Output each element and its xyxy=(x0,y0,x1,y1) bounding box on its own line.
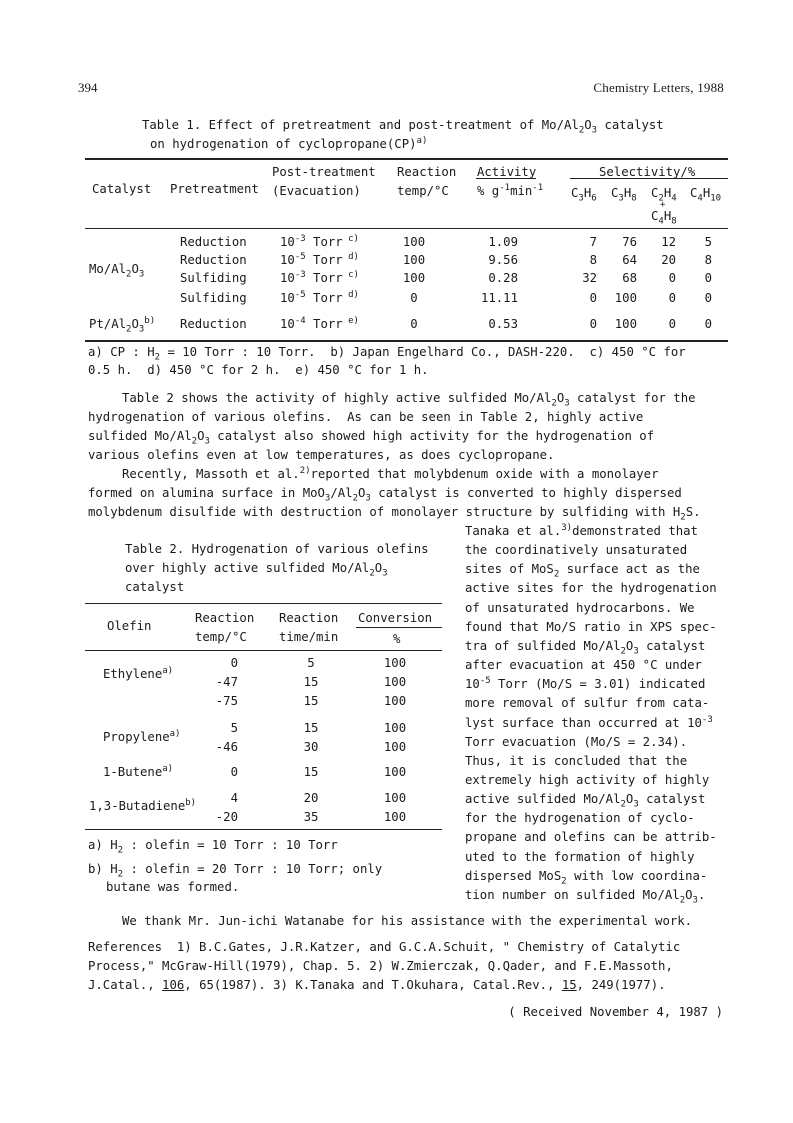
t1-c3h6-cell: 32 xyxy=(582,271,597,285)
t2-conversion-cell: 100 xyxy=(383,791,407,805)
t2-olefin-label: Propylene$^{a)}$ xyxy=(103,728,181,744)
t2-temp-cell: -20 xyxy=(215,810,238,824)
t1-activity-cell: 11.11 xyxy=(480,291,518,305)
right-column-line: lyst surface than occurred at $10^{-3}$ xyxy=(465,714,713,730)
right-column-line: $10^{-5}$ Torr (Mo/S = 3.01) indicated xyxy=(465,675,706,691)
journal-name: Chemistry Letters, 1988 xyxy=(593,80,724,95)
t1-header-selectivity: Selectivity/% xyxy=(599,165,696,179)
t1-pretreatment-cell: Reduction xyxy=(180,317,247,331)
table2-bottom-rule xyxy=(85,829,442,830)
t2-time-cell: 30 xyxy=(303,740,319,754)
t2-header-percent: % xyxy=(393,632,401,646)
t2-time-cell: 15 xyxy=(303,675,319,689)
t2-time-cell: 5 xyxy=(307,656,315,670)
table1-footnote-1: a) CP : $H_2 = 10$ Torr : 10 Torr. b) Japan Engelhard Co., DASH-220. c) 450 °C for xyxy=(88,345,686,363)
t2-conversion-cell: 100 xyxy=(383,675,407,689)
t1-c2h4-cell: 0 xyxy=(668,317,676,331)
body-p1-line1: Table 2 shows the activity of highly active sulfided $Mo/Al_2O_3$ catalyst for the xyxy=(122,391,696,409)
right-column-line: active sulfided $Mo/Al_2O_3$ catalyst xyxy=(465,792,706,810)
t1-pretreatment-cell: Sulfiding xyxy=(180,271,247,285)
t1-c3h6-cell: 8 xyxy=(589,253,597,267)
table2-caption-line3: catalyst xyxy=(125,580,185,594)
table1-bottom-rule xyxy=(85,340,728,342)
t2-time-cell: 15 xyxy=(303,694,319,708)
t1-catalyst-pt: $Pt/Al_2O_3^{b)}$ xyxy=(89,315,156,335)
t1-activity-cell: 1.09 xyxy=(488,235,518,249)
t1-pretreatment-cell: Reduction xyxy=(180,235,247,249)
t1-header-c4h8: $C_4H_8$ xyxy=(651,209,677,227)
t1-c3h6-cell: 7 xyxy=(589,235,597,249)
page-number: 394 xyxy=(78,80,98,95)
t1-temp-cell: 0 xyxy=(410,291,418,305)
t2-time-cell: 15 xyxy=(303,721,319,735)
t2-conversion-cell: 100 xyxy=(383,721,407,735)
right-column-line: uted to the formation of highly xyxy=(465,850,695,864)
table1-header-rule xyxy=(85,228,728,229)
t2-conversion-cell: 100 xyxy=(383,765,407,779)
t2-temp-cell: 0 xyxy=(230,656,238,670)
t1-header-reaction: Reaction xyxy=(397,165,457,179)
right-column-line: of unsaturated hydrocarbons. We xyxy=(465,601,695,615)
right-column-line: for the hydrogenation of cyclo- xyxy=(465,811,695,825)
t1-pretreatment-cell: Sulfiding xyxy=(180,291,247,305)
t1-header-pretreatment: Pretreatment xyxy=(170,182,259,196)
t1-temp-cell: 0 xyxy=(410,317,418,331)
right-column-line: tra of sulfided $Mo/Al_2O_3$ catalyst xyxy=(465,639,706,657)
t1-c2h4-cell: 0 xyxy=(668,271,676,285)
t1-c4h10-cell: 5 xyxy=(704,235,712,249)
t1-pretreatment-cell: Reduction xyxy=(180,253,247,267)
t2-header-olefin: Olefin xyxy=(107,619,152,633)
table2-top-rule xyxy=(85,603,442,604)
right-column-line: active sites for the hydrogenation xyxy=(465,581,717,595)
t2-temp-cell: 0 xyxy=(230,765,238,779)
body-p1-line4: various olefins even at low temperatures, as does cyclopropane. xyxy=(88,448,555,462)
t1-activity-cell: 0.28 xyxy=(488,271,518,285)
body-p2-line3: molybdenum disulfide with destruction of monolayer structure by sulfiding with $H_2S$. xyxy=(88,505,701,523)
t1-activity-cell: 0.53 xyxy=(488,317,518,331)
t1-c3h8-cell: 76 xyxy=(622,235,637,249)
right-column-line: Tanaka et al.$^{3)}$demonstrated that xyxy=(465,522,698,538)
t1-post-treatment-cell: $10^{-3}$ Torr $^{c)}$ xyxy=(280,269,359,285)
t2-footnote-b: b) $H_2$ : olefin = 20 Torr : 10 Torr; only xyxy=(88,862,383,880)
right-column-line: found that Mo/S ratio in XPS spec- xyxy=(465,620,717,634)
t2-temp-cell: 4 xyxy=(230,791,238,805)
t1-c4h10-cell: 0 xyxy=(704,291,712,305)
body-p1-line2: hydrogenation of various olefins. As can be seen in Table 2, highly active xyxy=(88,410,644,424)
right-column-line: Thus, it is concluded that the xyxy=(465,754,688,768)
t1-c3h6-cell: 0 xyxy=(589,291,597,305)
table2-caption-line1: Table 2. Hydrogenation of various olefins xyxy=(125,542,429,556)
t1-header-c4h10: $C_4H_{10}$ xyxy=(690,186,722,204)
t1-header-activity-unit: % $g^{-1}\min^{-1}$ xyxy=(477,182,544,198)
t1-header-plus: + xyxy=(660,200,666,210)
t1-header-catalyst: Catalyst xyxy=(92,182,152,196)
t2-footnote-a: a) $H_2$ : olefin = 10 Torr : 10 Torr xyxy=(88,838,338,856)
t2-conversion-cell: 100 xyxy=(383,740,407,754)
t1-c3h8-cell: 100 xyxy=(614,317,637,331)
t1-header-activity: Activity xyxy=(477,165,537,179)
right-column-line: propane and olefins can be attrib- xyxy=(465,830,717,844)
right-column-line: more removal of sulfur from cata- xyxy=(465,696,710,710)
t1-header-post-treatment: Post-treatment xyxy=(272,165,376,179)
right-column-line: after evacuation at 450 °C under xyxy=(465,658,702,672)
t1-header-c2h4: $C_2H_4$ xyxy=(651,186,677,204)
reference-line1: References 1) B.C.Gates, J.R.Katzer, and G.C.A.Schuit, " Chemistry of Catalytic xyxy=(88,940,681,954)
t1-c2h4-cell: 0 xyxy=(668,291,676,305)
right-column-line: sites of MoS$_2$ surface act as the xyxy=(465,562,700,580)
t1-c3h8-cell: 68 xyxy=(622,271,637,285)
t1-post-treatment-cell: $10^{-5}$ Torr $^{d)}$ xyxy=(280,251,359,267)
table1-caption: Table 1. Effect of pretreatment and post-treatment of $Mo/Al_2O_3$ catalyst xyxy=(142,118,664,136)
acknowledgement: We thank Mr. Jun-ichi Watanabe for his assistance with the experimental work. xyxy=(122,914,693,928)
table1-footnote-2: 0.5 h. d) 450 °C for 2 h. e) 450 °C for 1 h. xyxy=(88,363,429,377)
t1-catalyst-mo: $Mo/Al_2O_3$ xyxy=(89,262,145,280)
t1-c4h10-cell: 0 xyxy=(704,317,712,331)
t1-c3h8-cell: 100 xyxy=(614,291,637,305)
t2-olefin-label: 1,3-Butadiene$^{b)}$ xyxy=(89,797,197,813)
t1-c2h4-cell: 12 xyxy=(661,235,676,249)
right-column-line: dispersed MoS$_2$ with low coordina- xyxy=(465,869,708,887)
t1-c3h6-cell: 0 xyxy=(589,317,597,331)
right-column-line: tion number on sulfided $Mo/Al_2O_3$. xyxy=(465,888,706,906)
t1-header-evacuation: (Evacuation) xyxy=(272,184,361,198)
t2-time-cell: 20 xyxy=(303,791,319,805)
t2-temp-cell: -46 xyxy=(215,740,238,754)
t1-c2h4-cell: 20 xyxy=(661,253,676,267)
reference-line2: Process," McGraw-Hill(1979), Chap. 5. 2) W.Zmierczak, Q.Qader, and F.E.Massoth, xyxy=(88,959,673,973)
body-p2-line1: Recently, Massoth et al.$^{2)}$reported that molybdenum oxide with a monolayer xyxy=(122,465,659,481)
table2-caption-line2: over highly active sulfided $Mo/Al_2O_3$ xyxy=(125,561,388,579)
t2-temp-cell: -47 xyxy=(215,675,238,689)
t1-c3h8-cell: 64 xyxy=(622,253,637,267)
t2-conversion-cell: 100 xyxy=(383,694,407,708)
table1-caption-line2: on hydrogenation of cyclopropane(CP)$^{a)}$ xyxy=(150,135,428,151)
t1-c4h10-cell: 8 xyxy=(704,253,712,267)
t2-header-time-unit: time/min xyxy=(279,630,339,644)
right-column-line: Torr evacuation (Mo/S = 2.34). xyxy=(465,735,688,749)
t1-activity-cell: 9.56 xyxy=(488,253,518,267)
t2-time-cell: 35 xyxy=(303,810,319,824)
t1-post-treatment-cell: $10^{-4}$ Torr $^{e)}$ xyxy=(280,315,359,331)
t2-olefin-label: 1-Butene$^{a)}$ xyxy=(103,763,174,779)
t2-footnote-b-cont: butane was formed. xyxy=(106,880,240,894)
received-date: ( Received November 4, 1987 ) xyxy=(508,1005,723,1019)
t1-header-temp: temp/°C xyxy=(397,184,449,198)
t2-temp-cell: -75 xyxy=(215,694,238,708)
t2-header-conversion: Conversion xyxy=(358,611,433,625)
t1-temp-cell: 100 xyxy=(402,271,426,285)
t2-header-reaction-temp: Reaction xyxy=(195,611,255,625)
t1-header-c3h6: $C_3H_6$ xyxy=(571,186,597,204)
table1-top-rule xyxy=(85,158,728,160)
t2-temp-cell: 5 xyxy=(230,721,238,735)
right-column-line: extremely high activity of highly xyxy=(465,773,710,787)
t2-header-reaction-time: Reaction xyxy=(279,611,339,625)
t1-header-c3h8: $C_3H_8$ xyxy=(611,186,637,204)
t2-time-cell: 15 xyxy=(303,765,319,779)
t1-temp-cell: 100 xyxy=(402,235,426,249)
t2-conversion-cell: 100 xyxy=(383,656,407,670)
t1-temp-cell: 100 xyxy=(402,253,426,267)
t2-olefin-label: Ethylene$^{a)}$ xyxy=(103,665,174,681)
t2-header-temp-unit: temp/°C xyxy=(195,630,247,644)
table2-header-rule xyxy=(85,650,442,651)
reference-line3: J.Catal., 106, 65(1987). 3) K.Tanaka and T.Okuhara, Catal.Rev., 15, 249(1977). xyxy=(88,978,666,992)
body-p2-line2: formed on alumina surface in $MoO_3/Al_2O_3$ catalyst is converted to highly dispersed xyxy=(88,486,682,504)
t1-post-treatment-cell: $10^{-5}$ Torr $^{d)}$ xyxy=(280,289,359,305)
t1-c4h10-cell: 0 xyxy=(704,271,712,285)
right-column-line: the coordinatively unsaturated xyxy=(465,543,688,557)
t1-post-treatment-cell: $10^{-3}$ Torr $^{c)}$ xyxy=(280,233,359,249)
body-p1-line3: sulfided $Mo/Al_2O_3$ catalyst also showed high activity for the hydrogenation of xyxy=(88,429,655,447)
t2-conversion-cell: 100 xyxy=(383,810,407,824)
